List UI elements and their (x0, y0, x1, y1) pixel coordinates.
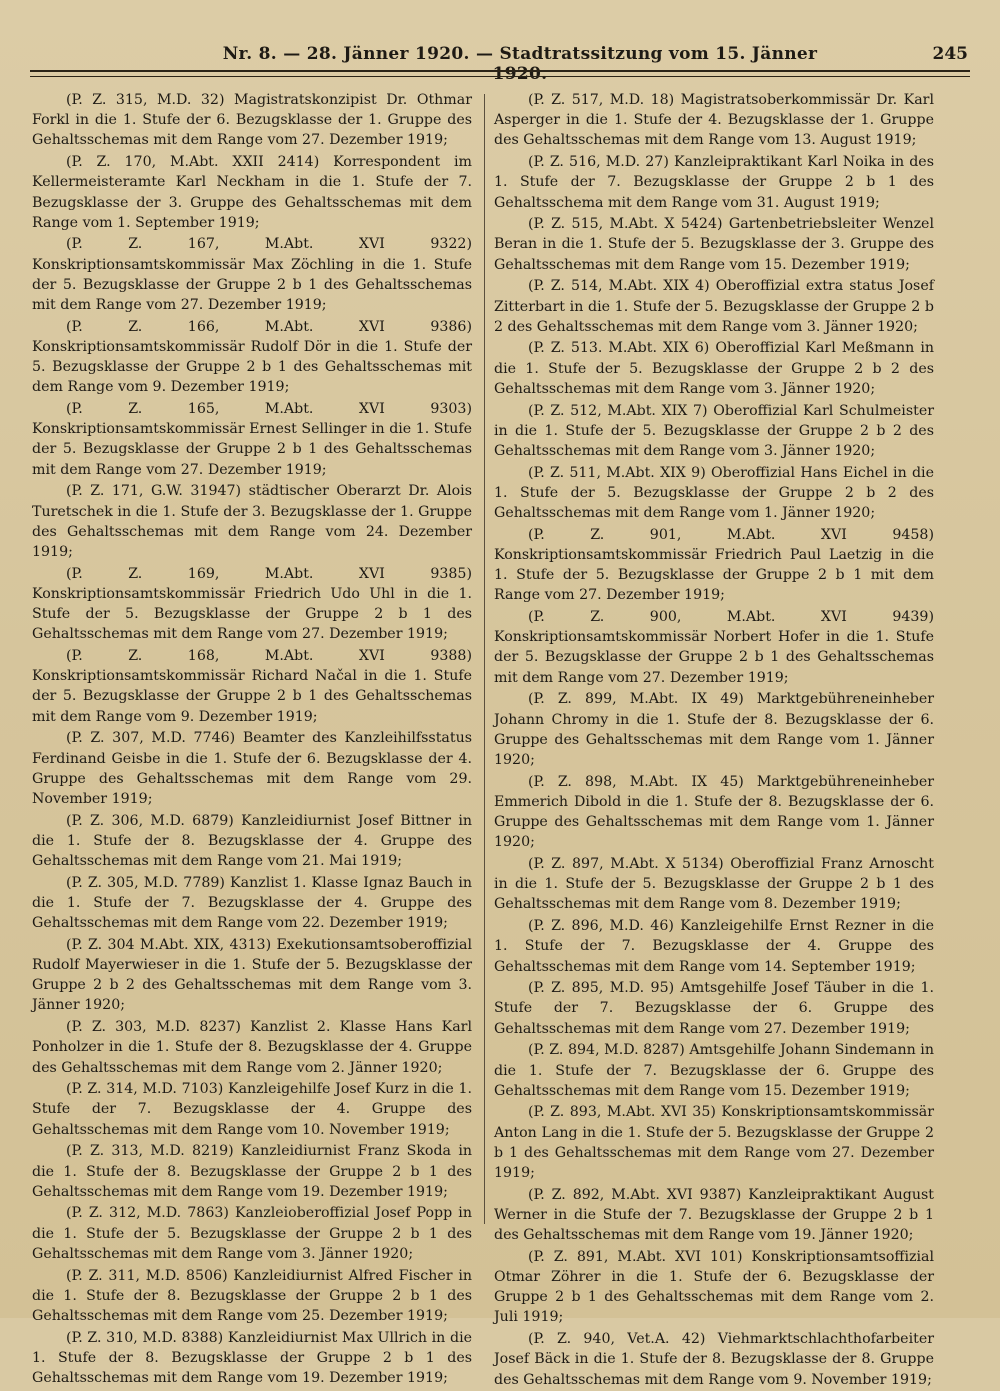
resolution-entry: (P. Z. 891, M.Abt. XVI 101) Konskriptionsamtsoffizial Otmar Zöhrer in die 1. Stufe der 6. Bezugsklasse der Gruppe 2 b 1 des Gehaltsschemas mit dem Range vom 2. Juli 1919; (494, 1248, 934, 1326)
resolution-entry: (P. Z. 517, M.D. 18) Magistratsoberkommissär Dr. Karl Asperger in die 1. Stufe der 4. Bezugsklasse der 1. Gruppe des Gehaltsschemas mit dem Range vom 13. August 1919; (494, 92, 934, 149)
resolution-entry: (P. Z. 307, M.D. 7746) Beamter des Kanzleihilfsstatus Ferdinand Geisbe in die 1. Stufe der 6. Bezugsklasse der 4. Gruppe des Gehaltsschemas mit dem Range vom 29. November 1919; (32, 730, 472, 807)
resolution-entry: (P. Z. 303, M.D. 8237) Kanzlist 2. Klasse Hans Karl Ponholzer in die 1. Stufe der 8. Bezugsklasse der 4. Gruppe des Gehaltsschemas mit dem Range vom 2. Jänner 1920; (32, 1019, 472, 1076)
resolution-entry: (P. Z. 304 M.Abt. XIX, 4313) Exekutionsamtsoberoffizial Rudolf Mayerwieser in die 1. Stufe der 5. Bezugsklasse der Gruppe 2 b 2 des Gehaltsschemas mit dem Range vom 3. Jänner 1920; (32, 936, 472, 1014)
resolution-entry: (P. Z. 166, M.Abt. XVI 9386) Konskriptionsamtskommissär Rudolf Dör in die 1. Stufe der 5. Bezugsklasse der Gruppe 2 b 1 des Gehaltsschemas mit dem Range vom 9. Dezember 1919; (32, 318, 472, 396)
resolution-entry: (P. Z. 516, M.D. 27) Kanzleipraktikant Karl Noika in des 1. Stufe der 7. Bezugsklasse der Gruppe 2 b 1 des Gehaltsschema mit dem Range vom 31. August 1919; (494, 154, 934, 211)
resolution-entry: (P. Z. 893, M.Abt. XVI 35) Konskriptionsamtskommissär Anton Lang in die 1. Stufe der 5. Bezugsklasse der Gruppe 2 b 1 des Gehaltsschemas mit dem Range vom 27. Dezember 1919; (494, 1104, 934, 1182)
resolution-entry: (P. Z. 169, M.Abt. XVI 9385) Konskriptionsamtskommissär Friedrich Udo Uhl in die 1. Stufe der 5. Bezugsklasse der Gruppe 2 b 1 des Gehaltsschemas mit dem Range vom 27. Dezember 1919; (32, 565, 472, 643)
resolution-entry: (P. Z. 311, M.D. 8506) Kanzleidiurnist Alfred Fischer in die 1. Stufe der 8. Bezugsklasse der Gruppe 2 b 1 des Gehaltsschemas mit dem Range vom 25. Dezember 1919; (32, 1267, 472, 1324)
left-column (32, 90, 472, 1390)
resolution-entry: (P. Z. 511, M.Abt. XIX 9) Oberoffizial Hans Eichel in die 1. Stufe der 5. Bezugsklasse der Gruppe 2 b 2 des Gehaltsschemas mit dem Range vom 1. Jänner 1920; (494, 464, 934, 522)
resolution-entry: (P. Z. 314, M.D. 7103) Kanzleigehilfe Josef Kurz in die 1. Stufe der 7. Bezugsklasse der 4. Gruppe des Gehaltsschemas mit dem Range vom 10. November 1919; (32, 1081, 472, 1138)
column-divider (484, 94, 485, 1224)
resolution-entry: (P. Z. 168, M.Abt. XVI 9388) Konskriptionsamtskommissär Richard Načal in die 1. Stufe der 5. Bezugsklasse der Gruppe 2 b 1 des Gehaltsschemas mit dem Range vom 9. Dezember 1919; (32, 647, 472, 725)
resolution-entry: (P. Z. 515, M.Abt. X 5424) Gartenbetriebsleiter Wenzel Beran in die 1. Stufe der 5. Bezugsklasse der 3. Gruppe des Gehaltsschemas mit dem Range vom 15. Dezember 1919; (494, 216, 934, 273)
page-number: 245 (932, 44, 968, 64)
resolution-entry: (P. Z. 305, M.D. 7789) Kanzlist 1. Klasse Ignaz Bauch in die 1. Stufe der 7. Bezugsklasse der 4. Gruppe des Gehaltsschemas mit dem Range vom 22. Dezember 1919; (32, 874, 472, 932)
resolution-entry: (P. Z. 170, M.Abt. XXII 2414) Korrespondent im Kellermeisteramte Karl Neckham in die 1. Stufe der 7. Bezugsklasse der 3. Gruppe des Gehaltsschemas mit dem Range vom 1. September 1919; (32, 154, 472, 231)
resolution-entry: (P. Z. 901, M.Abt. XVI 9458) Konskriptionsamtskommissär Friedrich Paul Laetzig in die 1. Stufe der 5. Bezugsklasse der Gruppe 2 b 1 mit dem Range vom 27. Dezember 1919; (494, 526, 934, 604)
resolution-entry: (P. Z. 892, M.Abt. XVI 9387) Kanzleipraktikant August Werner in die Stufe der 7. Bezugsklasse der Gruppe 2 b 1 des Gehaltsschemas mit dem Range vom 19. Jänner 1920; (494, 1186, 934, 1244)
resolution-entry: (P. Z. 897, M.Abt. X 5134) Oberoffizial Franz Arnoscht in die 1. Stufe der 5. Bezugsklasse der Gruppe 2 b 1 des Gehaltsschemas mit dem Range vom 8. Dezember 1919; (494, 856, 934, 913)
resolution-entry: (P. Z. 940, Vet.A. 42) Viehmarktschlachthofarbeiter Josef Bäck in die 1. Stufe der 8. Bezugsklasse der 8. Gruppe des Gehaltsschemas mit dem Range vom 9. November 1919; (494, 1331, 934, 1388)
resolution-entry: (P. Z. 898, M.Abt. IX 45) Marktgebühreneinheber Emmerich Dibold in die 1. Stufe der 8. Bezugsklasse der 6. Gruppe des Gehaltsschemas mit dem Range vom 1. Jänner 1920; (494, 773, 934, 851)
resolution-entry: (P. Z. 514, M.Abt. XIX 4) Oberoffizial extra status Josef Zitterbart in die 1. Stufe der 5. Bezugsklasse der Gruppe 2 b 2 des Gehaltsschemas mit dem Range vom 3. Jänner 1920; (494, 278, 934, 335)
resolution-entry: (P. Z. 171, G.W. 31947) städtischer Oberarzt Dr. Alois Turetschek in die 1. Stufe der 3. Bezugsklasse der 1. Gruppe des Gehaltsschemas mit dem Range vom 24. Dezember 1919; (32, 483, 472, 560)
resolution-entry: (P. Z. 894, M.D. 8287) Amtsgehilfe Johann Sindemann in die 1. Stufe der 7. Bezugsklasse der 6. Gruppe des Gehaltsschemas mit dem Range vom 15. Dezember 1919; (494, 1042, 934, 1099)
resolution-entry: (P. Z. 513. M.Abt. XIX 6) Oberoffizial Karl Meßmann in die 1. Stufe der 5. Bezugsklasse der Gruppe 2 b 2 des Gehaltsschemas mit dem Range vom 3. Jänner 1920; (494, 340, 934, 397)
page-header (30, 44, 970, 84)
resolution-entry: (P. Z. 899, M.Abt. IX 49) Marktgebühreneinheber Johann Chromy in die 1. Stufe der 8. Bezugsklasse der 6. Gruppe des Gehaltsschemas mit dem Range vom 1. Jänner 1920; (494, 691, 934, 768)
resolution-entry: (P. Z. 312, M.D. 7863) Kanzleioberoffizial Josef Popp in die 1. Stufe der 5. Bezugsklasse der Gruppe 2 b 1 des Gehaltsschemas mit dem Range vom 3. Jänner 1920; (32, 1205, 472, 1262)
resolution-entry: (P. Z. 167, M.Abt. XVI 9322) Konskriptionsamtskommissär Max Zöchling in die 1. Stufe der 5. Bezugsklasse der Gruppe 2 b 1 des Gehaltsschemas mit dem Range vom 27. Dezember 1919; (32, 236, 472, 314)
header-rule (30, 70, 970, 77)
resolution-entry: (P. Z. 896, M.D. 46) Kanzleigehilfe Ernst Rezner in die 1. Stufe der 7. Bezugsklasse der 4. Gruppe des Gehaltsschemas mit dem Range vom 14. September 1919; (494, 918, 934, 975)
resolution-entry: (P. Z. 310, M.D. 8388) Kanzleidiurnist Max Ullrich in die 1. Stufe der 8. Bezugsklasse der Gruppe 2 b 1 des Gehaltsschemas mit dem Range vom 19. Dezember 1919; (32, 1329, 472, 1387)
header-title: Nr. 8. — 28. Jänner 1920. — Stadtratssitzung vom 15. Jänner 1920. (222, 44, 818, 84)
resolution-entry: (P. Z. 313, M.D. 8219) Kanzleidiurnist Franz Skoda in die 1. Stufe der 8. Bezugsklasse der Gruppe 2 b 1 des Gehaltsschemas mit dem Range vom 19. Dezember 1919; (32, 1143, 472, 1200)
right-column (494, 90, 934, 1391)
resolution-entry: (P. Z. 900, M.Abt. XVI 9439) Konskriptionsamtskommissär Norbert Hofer in die 1. Stufe der 5. Bezugsklasse der Gruppe 2 b 1 des Gehaltsschemas mit dem Range vom 27. Dezember 1919; (494, 609, 934, 686)
resolution-entry: (P. Z. 306, M.D. 6879) Kanzleidiurnist Josef Bittner in die 1. Stufe der 8. Bezugsklasse der 4. Gruppe des Gehaltsschemas mit dem Range vom 21. Mai 1919; (32, 812, 472, 870)
resolution-entry: (P. Z. 315, M.D. 32) Magistratskonzipist Dr. Othmar Forkl in die 1. Stufe der 6. Bezugsklasse der 1. Gruppe des Gehaltsschemas mit dem Range vom 27. Dezember 1919; (32, 92, 472, 149)
resolution-entry: (P. Z. 895, M.D. 95) Amtsgehilfe Josef Täuber in die 1. Stufe der 7. Bezugsklasse der 6. Gruppe des Gehaltsschemas mit dem Range vom 27. Dezember 1919; (494, 980, 934, 1037)
resolution-entry: (P. Z. 512, M.Abt. XIX 7) Oberoffizial Karl Schulmeister in die 1. Stufe der 5. Bezugsklasse der Gruppe 2 b 2 des Gehaltsschemas mit dem Range vom 3. Jänner 1920; (494, 402, 934, 459)
resolution-entry: (P. Z. 165, M.Abt. XVI 9303) Konskriptionsamtskommissär Ernest Sellinger in die 1. Stufe der 5. Bezugsklasse der Gruppe 2 b 1 des Gehaltsschemas mit dem Range vom 27. Dezember 1919; (32, 401, 472, 478)
